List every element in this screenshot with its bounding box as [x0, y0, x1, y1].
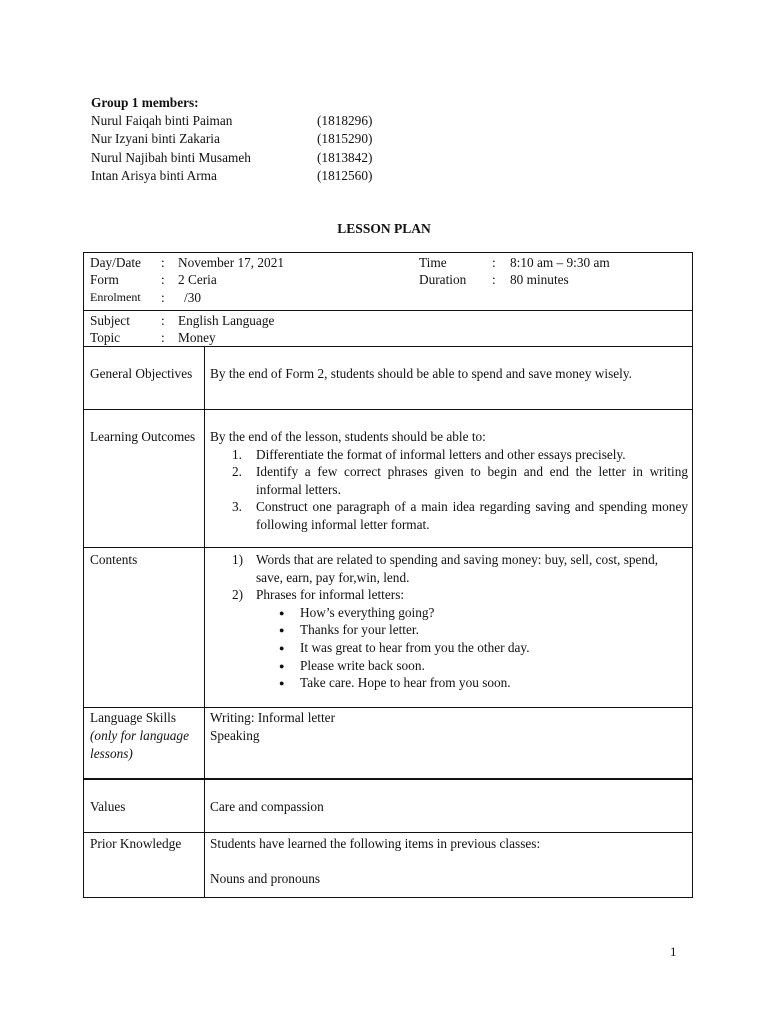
subject-row [84, 311, 692, 347]
phrase-text: Take care. Hope to hear from you soon. [300, 675, 511, 691]
outcome-item [210, 446, 688, 464]
learning-outcomes-label: Learning Outcomes [90, 429, 196, 444]
phrase-item [210, 674, 688, 692]
language-skills-line: Writing: Informal letter [210, 710, 336, 725]
outcome-text: Identify a few correct phrases given to begin and end the letter in writing informal letters. [256, 464, 688, 497]
colon: : [161, 255, 165, 270]
header-row [84, 253, 692, 311]
language-skills-content [210, 709, 688, 744]
phrase-text: Please write back soon. [300, 657, 425, 673]
general-objectives-text: By the end of Form 2, students should be able to spend and save money wisely. [210, 366, 632, 381]
colon: : [161, 272, 165, 287]
phrase-item [210, 657, 688, 675]
values-row [84, 780, 692, 833]
bullet-icon: ● [279, 625, 285, 636]
learning-outcomes-row [84, 410, 692, 548]
colon: : [161, 313, 165, 328]
member-row [91, 167, 373, 185]
colon: : [161, 330, 165, 345]
form-label: Form [90, 272, 119, 287]
contents-item [210, 586, 688, 604]
lesson-plan-table [83, 252, 693, 898]
member-name: Nurul Faiqah binti Paiman [91, 113, 233, 129]
bullet-icon: ● [279, 607, 285, 618]
day-label: Day/Date [90, 255, 141, 270]
member-id: (1813842) [317, 149, 373, 165]
page-number: 1 [670, 944, 677, 959]
outcomes-list [210, 446, 688, 534]
prior-knowledge-line: Students have learned the following items in previous classes: [210, 836, 541, 851]
member-row [91, 130, 373, 148]
contents-content [210, 551, 688, 692]
phrase-item [210, 639, 688, 657]
phrase-item [210, 621, 688, 639]
phrase-text: How’s everything going? [300, 604, 435, 620]
phrase-text: Thanks for your letter. [300, 622, 419, 638]
language-skills-note: (only for language lessons) [90, 728, 189, 761]
group-heading: Group 1 members: [91, 95, 199, 110]
outcome-number: 3. [232, 499, 242, 515]
outcome-number: 2. [232, 464, 242, 480]
enrolment-value: /30 [184, 290, 201, 305]
prior-knowledge-row [84, 833, 692, 897]
time-label: Time [419, 255, 447, 270]
prior-knowledge-label: Prior Knowledge [90, 836, 182, 851]
prior-knowledge-content [210, 835, 688, 887]
member-name: Nurul Najibah binti Musameh [91, 149, 251, 165]
day-value: November 17, 2021 [178, 255, 284, 270]
subject-value: English Language [178, 313, 275, 328]
language-skills-label-block [90, 709, 202, 763]
bullet-icon: ● [279, 660, 285, 671]
language-skills-line: Speaking [210, 727, 260, 743]
language-skills-row [84, 708, 692, 780]
outcome-number: 1. [232, 446, 242, 462]
colon: : [161, 290, 165, 305]
topic-label: Topic [90, 330, 121, 345]
bullet-icon: ● [279, 678, 285, 689]
outcome-item [210, 498, 688, 533]
general-objectives-label: General Objectives [90, 366, 193, 381]
contents-item [210, 551, 688, 586]
colon: : [492, 272, 496, 287]
duration-value: 80 minutes [510, 272, 569, 287]
phrase-text: It was great to hear from you the other day. [300, 639, 530, 655]
member-id: (1815290) [317, 131, 373, 147]
values-text: Care and compassion [210, 799, 324, 814]
item-number: 2) [232, 587, 244, 603]
learning-outcomes-intro: By the end of the lesson, students should be able to: [210, 429, 486, 444]
member-row [91, 149, 373, 167]
general-objectives-row [84, 347, 692, 410]
member-row [91, 112, 373, 130]
prior-knowledge-line: Nouns and pronouns [210, 870, 321, 886]
outcome-text: Differentiate the format of informal letters and other essays precisely. [256, 446, 626, 462]
language-skills-label: Language Skills [90, 710, 177, 725]
colon: : [492, 255, 496, 270]
contents-item-text: Words that are related to spending and saving money: buy, sell, cost, spend, save, earn, pay for,win, lend. [256, 552, 659, 585]
page-title: LESSON PLAN [337, 221, 431, 236]
phrases-list [210, 604, 688, 692]
topic-value: Money [178, 330, 216, 345]
duration-label: Duration [419, 272, 467, 287]
member-name: Nur Izyani binti Zakaria [91, 131, 220, 147]
outcome-text: Construct one paragraph of a main idea regarding saving and spending money following informal letter format. [256, 499, 688, 532]
bullet-icon: ● [279, 642, 285, 653]
values-label: Values [90, 799, 126, 814]
member-name: Intan Arisya binti Arma [91, 167, 217, 183]
member-id: (1812560) [317, 167, 373, 183]
item-number: 1) [232, 552, 244, 567]
time-value: 8:10 am – 9:30 am [510, 255, 610, 270]
form-value: 2 Ceria [178, 272, 217, 287]
subject-label: Subject [90, 313, 130, 328]
group-members [91, 94, 373, 185]
contents-row [84, 548, 692, 708]
outcome-item [210, 463, 688, 498]
contents-item-text: Phrases for informal letters: [256, 587, 405, 603]
phrase-item [210, 604, 688, 622]
enrolment-label: Enrolment [90, 290, 141, 304]
learning-outcomes-content [210, 428, 688, 534]
member-id: (1818296) [317, 113, 373, 129]
contents-label: Contents [90, 552, 138, 567]
